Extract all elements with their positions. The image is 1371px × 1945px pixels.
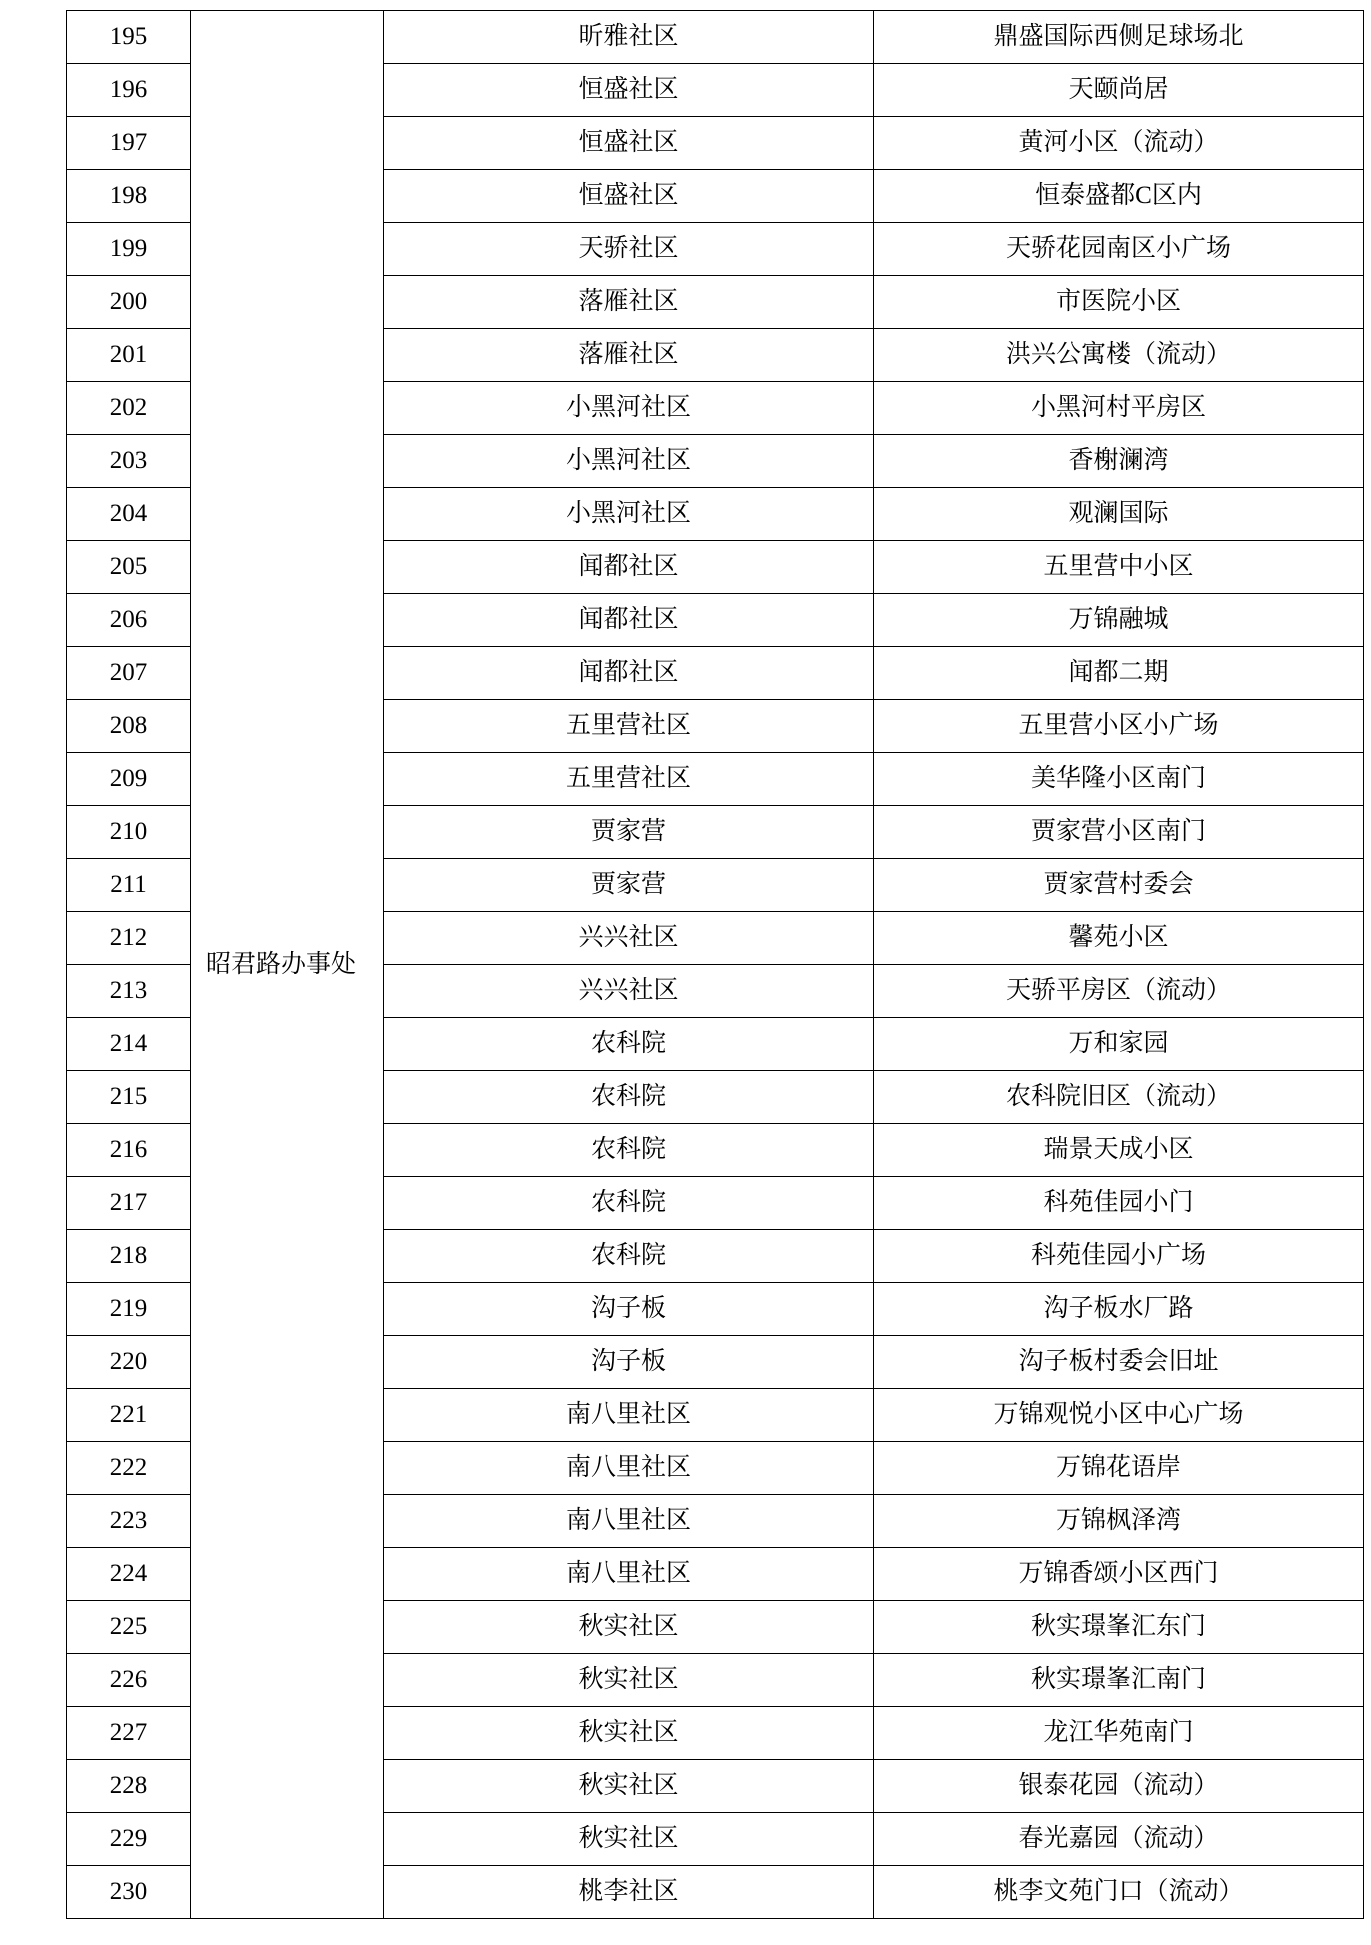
cell-index: 203	[67, 435, 191, 488]
cell-location: 龙江华苑南门	[874, 1707, 1364, 1760]
cell-community: 小黑河社区	[384, 382, 874, 435]
cell-community: 南八里社区	[384, 1442, 874, 1495]
cell-index: 199	[67, 223, 191, 276]
cell-community: 南八里社区	[384, 1389, 874, 1442]
cell-index: 219	[67, 1283, 191, 1336]
cell-location: 天骄平房区（流动）	[874, 965, 1364, 1018]
cell-community: 五里营社区	[384, 753, 874, 806]
cell-community: 秋实社区	[384, 1707, 874, 1760]
cell-location: 万锦观悦小区中心广场	[874, 1389, 1364, 1442]
cell-location: 秋实璟峯汇东门	[874, 1601, 1364, 1654]
cell-index: 215	[67, 1071, 191, 1124]
cell-index: 230	[67, 1866, 191, 1919]
cell-location: 馨苑小区	[874, 912, 1364, 965]
cell-location: 恒泰盛都C区内	[874, 170, 1364, 223]
cell-community: 天骄社区	[384, 223, 874, 276]
cell-community: 闻都社区	[384, 647, 874, 700]
cell-community: 闻都社区	[384, 541, 874, 594]
cell-index: 223	[67, 1495, 191, 1548]
cell-community: 恒盛社区	[384, 64, 874, 117]
cell-community: 落雁社区	[384, 276, 874, 329]
cell-location: 桃李文苑门口（流动）	[874, 1866, 1364, 1919]
cell-community: 桃李社区	[384, 1866, 874, 1919]
cell-index: 204	[67, 488, 191, 541]
cell-index: 195	[67, 11, 191, 64]
cell-index: 218	[67, 1230, 191, 1283]
cell-location: 秋实璟峯汇南门	[874, 1654, 1364, 1707]
cell-index: 217	[67, 1177, 191, 1230]
cell-community: 秋实社区	[384, 1760, 874, 1813]
cell-index: 206	[67, 594, 191, 647]
cell-location: 五里营小区小广场	[874, 700, 1364, 753]
cell-community: 落雁社区	[384, 329, 874, 382]
cell-community: 兴兴社区	[384, 965, 874, 1018]
cell-index: 212	[67, 912, 191, 965]
cell-index: 205	[67, 541, 191, 594]
cell-index: 208	[67, 700, 191, 753]
cell-index: 227	[67, 1707, 191, 1760]
cell-index: 202	[67, 382, 191, 435]
cell-location: 沟子板村委会旧址	[874, 1336, 1364, 1389]
cell-location: 小黑河村平房区	[874, 382, 1364, 435]
cell-community: 南八里社区	[384, 1495, 874, 1548]
cell-location: 瑞景天成小区	[874, 1124, 1364, 1177]
cell-community: 小黑河社区	[384, 488, 874, 541]
cell-location: 贾家营村委会	[874, 859, 1364, 912]
cell-location: 农科院旧区（流动）	[874, 1071, 1364, 1124]
cell-community: 沟子板	[384, 1336, 874, 1389]
cell-community: 贾家营	[384, 859, 874, 912]
cell-index: 210	[67, 806, 191, 859]
cell-index: 221	[67, 1389, 191, 1442]
cell-location: 五里营中小区	[874, 541, 1364, 594]
cell-index: 196	[67, 64, 191, 117]
cell-location: 贾家营小区南门	[874, 806, 1364, 859]
cell-community: 秋实社区	[384, 1813, 874, 1866]
cell-location: 科苑佳园小广场	[874, 1230, 1364, 1283]
table-row	[67, 11, 1364, 64]
cell-community: 小黑河社区	[384, 435, 874, 488]
cell-community: 南八里社区	[384, 1548, 874, 1601]
cell-index: 214	[67, 1018, 191, 1071]
cell-index: 198	[67, 170, 191, 223]
cell-index: 213	[67, 965, 191, 1018]
cell-index: 201	[67, 329, 191, 382]
cell-location: 天骄花园南区小广场	[874, 223, 1364, 276]
cell-index: 209	[67, 753, 191, 806]
cell-community: 恒盛社区	[384, 170, 874, 223]
cell-community: 恒盛社区	[384, 117, 874, 170]
table-body	[67, 11, 1364, 1919]
cell-community: 兴兴社区	[384, 912, 874, 965]
cell-community: 秋实社区	[384, 1654, 874, 1707]
cell-index: 228	[67, 1760, 191, 1813]
cell-community: 农科院	[384, 1018, 874, 1071]
cell-community: 闻都社区	[384, 594, 874, 647]
office-label: 昭君路办事处	[205, 950, 356, 978]
cell-office-name	[191, 11, 384, 1919]
cell-index: 226	[67, 1654, 191, 1707]
cell-index: 207	[67, 647, 191, 700]
cell-index: 197	[67, 117, 191, 170]
cell-location: 万和家园	[874, 1018, 1364, 1071]
cell-index: 225	[67, 1601, 191, 1654]
cell-location: 沟子板水厂路	[874, 1283, 1364, 1336]
cell-index: 222	[67, 1442, 191, 1495]
point-location-table	[66, 10, 1364, 1919]
cell-location: 香榭澜湾	[874, 435, 1364, 488]
cell-community: 沟子板	[384, 1283, 874, 1336]
cell-location: 万锦香颂小区西门	[874, 1548, 1364, 1601]
cell-location: 万锦花语岸	[874, 1442, 1364, 1495]
cell-location: 美华隆小区南门	[874, 753, 1364, 806]
cell-location: 观澜国际	[874, 488, 1364, 541]
cell-index: 200	[67, 276, 191, 329]
cell-community: 秋实社区	[384, 1601, 874, 1654]
cell-location: 万锦枫泽湾	[874, 1495, 1364, 1548]
cell-location: 万锦融城	[874, 594, 1364, 647]
cell-location: 春光嘉园（流动）	[874, 1813, 1364, 1866]
cell-community: 农科院	[384, 1124, 874, 1177]
cell-community: 贾家营	[384, 806, 874, 859]
cell-location: 鼎盛国际西侧足球场北	[874, 11, 1364, 64]
cell-index: 220	[67, 1336, 191, 1389]
cell-location: 洪兴公寓楼（流动）	[874, 329, 1364, 382]
cell-community: 五里营社区	[384, 700, 874, 753]
cell-location: 市医院小区	[874, 276, 1364, 329]
cell-index: 216	[67, 1124, 191, 1177]
cell-location: 天颐尚居	[874, 64, 1364, 117]
cell-community: 农科院	[384, 1071, 874, 1124]
cell-index: 224	[67, 1548, 191, 1601]
cell-community: 农科院	[384, 1177, 874, 1230]
cell-location: 黄河小区（流动）	[874, 117, 1364, 170]
cell-index: 211	[67, 859, 191, 912]
cell-community: 昕雅社区	[384, 11, 874, 64]
cell-index: 229	[67, 1813, 191, 1866]
cell-location: 科苑佳园小门	[874, 1177, 1364, 1230]
cell-location: 银泰花园（流动）	[874, 1760, 1364, 1813]
cell-community: 农科院	[384, 1230, 874, 1283]
cell-location: 闻都二期	[874, 647, 1364, 700]
